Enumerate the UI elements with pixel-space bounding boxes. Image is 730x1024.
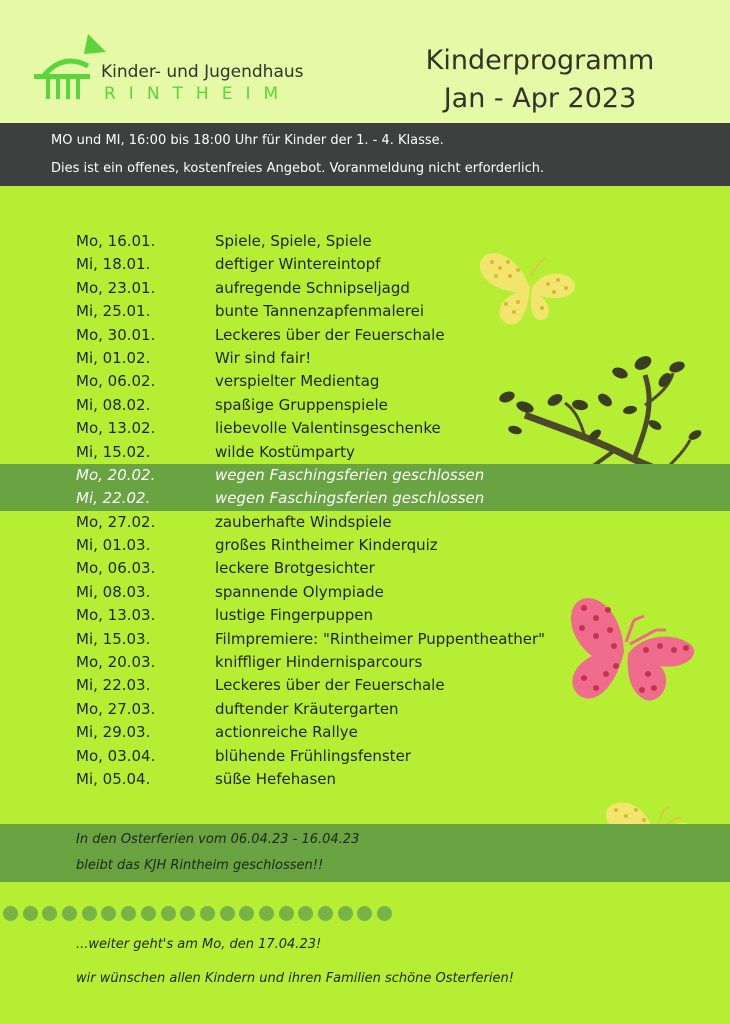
schedule-row: [0, 441, 730, 464]
schedule-date: Mi, 18.01.: [76, 255, 151, 274]
schedule-activity: verspielter Medientag: [215, 372, 380, 391]
schedule-activity: wegen Faschingsferien geschlossen: [215, 489, 485, 508]
easter-line-2: bleibt das KJH Rintheim geschlossen!!: [76, 858, 324, 873]
schedule-activity: süße Hefehasen: [215, 769, 337, 788]
schedule-date: Mi, 01.02.: [76, 348, 151, 367]
dot: [338, 906, 353, 921]
dot: [357, 906, 372, 921]
dot: [3, 906, 18, 921]
schedule-activity: Spiele, Spiele, Spiele: [215, 232, 372, 250]
schedule-activity: Leckeres über der Feuerschale: [215, 676, 445, 695]
schedule-date: Mi, 08.02.: [76, 395, 151, 414]
info-line-1: MO und MI, 16:00 bis 18:00 Uhr für Kinder der 1. - 4. Klasse.: [51, 133, 444, 148]
schedule-date: Mi, 29.03.: [76, 723, 151, 742]
schedule-activity: Filmpremiere: "Rintheimer Puppentheather": [215, 629, 546, 648]
dot: [259, 906, 274, 921]
schedule-date: Mo, 27.03.: [76, 699, 156, 718]
dot: [220, 906, 235, 921]
header: [0, 0, 730, 123]
schedule-row: [0, 464, 730, 487]
dot: [42, 906, 57, 921]
schedule-row: [0, 651, 730, 674]
schedule-row: [0, 745, 730, 768]
schedule-row: [0, 698, 730, 721]
schedule-date: Mi, 15.02.: [76, 442, 151, 461]
schedule-activity: wilde Kostümparty: [215, 442, 355, 461]
schedule-row: [0, 277, 730, 300]
schedule-date: Mo, 16.01.: [76, 232, 156, 250]
dot: [23, 906, 38, 921]
dot: [161, 906, 176, 921]
schedule-date: Mo, 27.02.: [76, 512, 156, 531]
schedule-activity: liebevolle Valentinsgeschenke: [215, 419, 441, 438]
schedule-date: Mi, 22.02.: [76, 489, 151, 508]
dot: [62, 906, 77, 921]
decorative-dots: [3, 906, 397, 925]
schedule-row: [0, 581, 730, 604]
schedule-row: [0, 768, 730, 791]
dot: [377, 906, 392, 921]
easter-closure-band: [0, 824, 730, 882]
schedule-date: Mo, 13.03.: [76, 606, 156, 625]
schedule-activity: deftiger Wintereintopf: [215, 255, 381, 274]
schedule-activity: wegen Faschingsferien geschlossen: [215, 465, 485, 484]
program-title-line1: Kinderprogramm: [425, 45, 655, 76]
schedule-row: [0, 300, 730, 323]
schedule-date: Mo, 23.01.: [76, 278, 156, 297]
schedule-activity: actionreiche Rallye: [215, 723, 358, 742]
schedule-date: Mo, 06.03.: [76, 559, 156, 578]
dot: [239, 906, 254, 921]
dot: [82, 906, 97, 921]
dot: [318, 906, 333, 921]
schedule-date: Mi, 15.03.: [76, 629, 151, 648]
schedule-activity: leckere Brotgesichter: [215, 559, 375, 578]
schedule-activity: spannende Olympiade: [215, 582, 384, 601]
dot: [200, 906, 215, 921]
schedule-row: [0, 370, 730, 393]
schedule-list: [0, 230, 730, 791]
dot: [121, 906, 136, 921]
schedule-row: [0, 417, 730, 440]
schedule-row: [0, 557, 730, 580]
schedule-date: Mo, 03.04.: [76, 746, 156, 765]
info-bar: [0, 123, 730, 186]
schedule-row: [0, 394, 730, 417]
info-line-2: Dies ist ein offenes, kostenfreies Angebot. Voranmeldung nicht erforderlich.: [51, 161, 545, 176]
dot: [279, 906, 294, 921]
schedule-activity: spaßige Gruppenspiele: [215, 395, 388, 414]
schedule-row: [0, 324, 730, 347]
schedule-row: [0, 487, 730, 510]
dot: [101, 906, 116, 921]
schedule-activity: bunte Tannenzapfenmalerei: [215, 302, 425, 321]
footer-line-2: wir wünschen allen Kindern und ihren Familien schöne Osterferien!: [76, 971, 514, 986]
schedule-row: [0, 230, 730, 253]
schedule-row: [0, 628, 730, 651]
schedule-row: [0, 674, 730, 697]
schedule-activity: kniffliger Hindernisparcours: [215, 653, 423, 672]
schedule-row: [0, 534, 730, 557]
schedule-activity: blühende Frühlingsfenster: [215, 746, 411, 765]
schedule-date: Mo, 06.02.: [76, 372, 156, 391]
schedule-date: Mo, 30.01.: [76, 325, 156, 344]
program-title-line2: Jan - Apr 2023: [443, 83, 637, 114]
dot: [141, 906, 156, 921]
footer-line-1: ...weiter geht's am Mo, den 17.04.23!: [76, 937, 322, 952]
dot: [298, 906, 313, 921]
org-name: Kinder- und Jugendhaus: [101, 62, 304, 82]
schedule-date: Mo, 13.02.: [76, 419, 156, 438]
dot: [180, 906, 195, 921]
schedule-activity: Leckeres über der Feuerschale: [215, 325, 445, 344]
schedule-activity: duftender Kräutergarten: [215, 699, 399, 718]
schedule-row: [0, 511, 730, 534]
schedule-date: Mi, 25.01.: [76, 302, 151, 321]
schedule-date: Mo, 20.02.: [76, 465, 156, 484]
schedule-row: [0, 347, 730, 370]
schedule-date: Mi, 05.04.: [76, 769, 151, 788]
schedule-activity: aufregende Schnipseljagd: [215, 278, 410, 297]
schedule-date: Mi, 08.03.: [76, 582, 151, 601]
schedule-activity: Wir sind fair!: [215, 348, 312, 367]
schedule-row: [0, 253, 730, 276]
schedule-row: [0, 721, 730, 744]
program-title: [390, 42, 690, 118]
schedule-activity: zauberhafte Windspiele: [215, 512, 392, 531]
easter-line-1: In den Osterferien vom 06.04.23 - 16.04.23: [76, 832, 360, 847]
schedule-date: Mi, 22.03.: [76, 676, 151, 695]
schedule-activity: lustige Fingerpuppen: [215, 606, 373, 625]
schedule-row: [0, 604, 730, 627]
schedule-date: Mi, 01.03.: [76, 536, 151, 555]
org-location: RINTHEIM: [104, 84, 292, 104]
schedule-activity: großes Rintheimer Kinderquiz: [215, 536, 438, 555]
schedule-date: Mo, 20.03.: [76, 653, 156, 672]
